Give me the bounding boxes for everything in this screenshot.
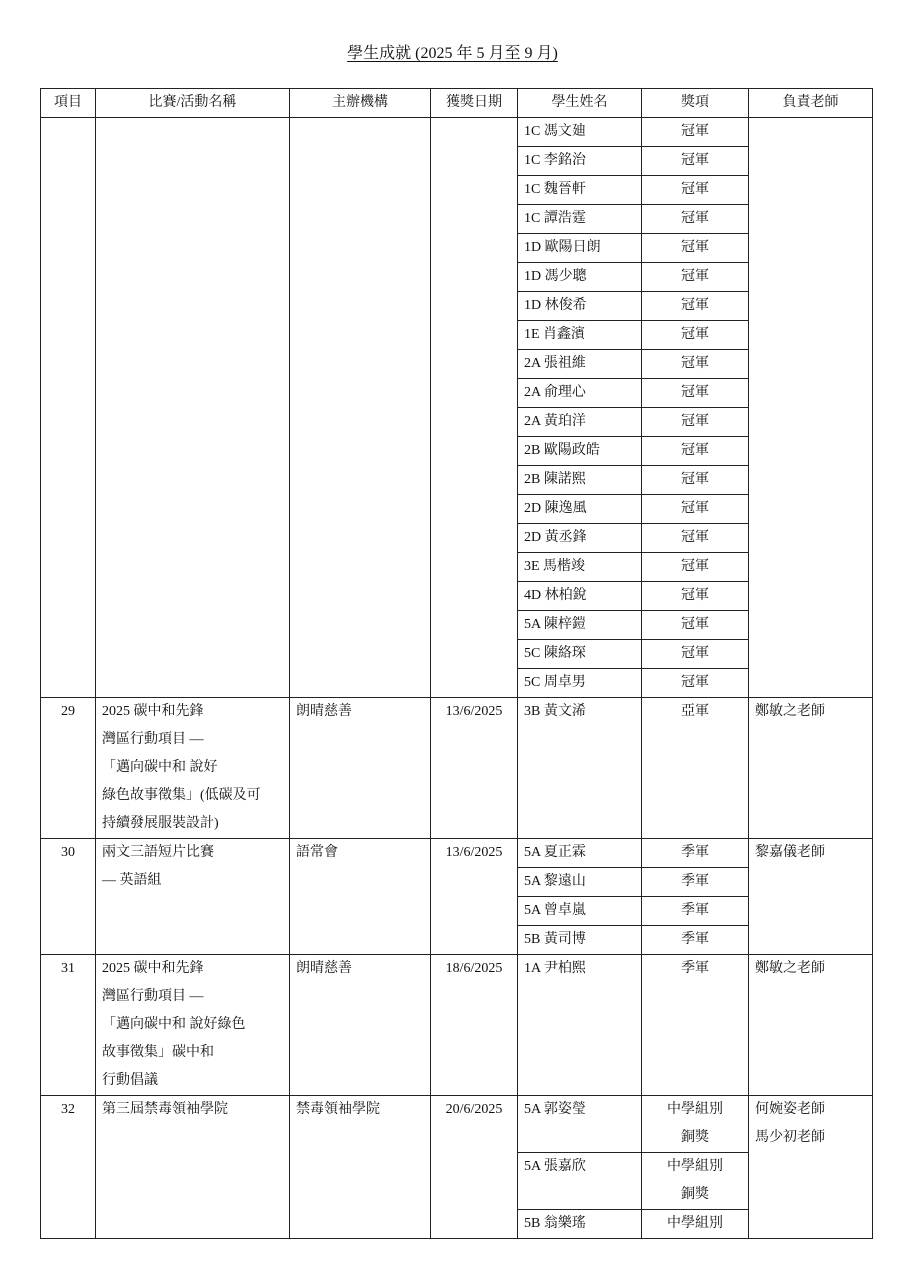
student-name-cell: 5A 張嘉欣 [518, 1153, 642, 1210]
date-cell: 13/6/2025 [431, 839, 518, 955]
award-cell: 冠軍 [642, 611, 749, 640]
item-cell: 32 [41, 1096, 96, 1239]
header-award: 獎項 [642, 89, 749, 118]
item-cell: 30 [41, 839, 96, 955]
student-name-cell: 5B 翁樂瑤 [518, 1210, 642, 1239]
award-cell: 冠軍 [642, 234, 749, 263]
award-cell: 冠軍 [642, 350, 749, 379]
award-cell: 冠軍 [642, 147, 749, 176]
student-name-cell: 2A 張祖維 [518, 350, 642, 379]
event-cell: 2025 碳中和先鋒 灣區行動項目 — 「邁向碳中和 說好 綠色故事徵集」(低碳及可 持續發展服裝設計) [96, 698, 290, 839]
organizer-cell: 朗晴慈善 [290, 955, 431, 1096]
award-cell: 冠軍 [642, 263, 749, 292]
event-cell: 2025 碳中和先鋒 灣區行動項目 — 「邁向碳中和 說好綠色 故事徵集」碳中和 行動倡議 [96, 955, 290, 1096]
student-name-cell: 1D 歐陽日朗 [518, 234, 642, 263]
organizer-cell: 禁毒領袖學院 [290, 1096, 431, 1239]
student-name-cell: 2D 陳逸風 [518, 495, 642, 524]
student-name-cell: 1D 林俊希 [518, 292, 642, 321]
student-name-cell: 1C 李銘治 [518, 147, 642, 176]
award-cell: 冠軍 [642, 466, 749, 495]
student-name-cell: 1C 馮文廸 [518, 118, 642, 147]
table-row [41, 955, 873, 1096]
award-cell: 冠軍 [642, 437, 749, 466]
student-name-cell: 5A 郭姿瑩 [518, 1096, 642, 1153]
award-cell: 冠軍 [642, 640, 749, 669]
teacher-cell: 鄭敏之老師 [749, 698, 873, 839]
award-cell: 冠軍 [642, 292, 749, 321]
teacher-cell: 鄭敏之老師 [749, 955, 873, 1096]
teacher-cell: 何婉姿老師 馬少初老師 [749, 1096, 873, 1239]
awards-table [40, 88, 873, 1239]
award-cell: 季軍 [642, 926, 749, 955]
date-cell: 13/6/2025 [431, 698, 518, 839]
date-cell: 18/6/2025 [431, 955, 518, 1096]
student-name-cell: 5A 陳梓鎧 [518, 611, 642, 640]
award-cell: 季軍 [642, 955, 749, 1096]
award-cell: 冠軍 [642, 176, 749, 205]
date-cell: 20/6/2025 [431, 1096, 518, 1239]
event-cell: 第三屆禁毒領袖學院 [96, 1096, 290, 1239]
header-teacher: 負責老師 [749, 89, 873, 118]
header-row [41, 89, 873, 118]
student-name-cell: 5C 陳絡琛 [518, 640, 642, 669]
student-name-cell: 1D 馮少聰 [518, 263, 642, 292]
student-name-cell: 2D 黃丞鋒 [518, 524, 642, 553]
table-row [41, 698, 873, 839]
page-title: 學生成就 (2025 年 5 月至 9 月) [347, 45, 558, 62]
table-row [41, 118, 873, 147]
item-cell: 29 [41, 698, 96, 839]
table-row [41, 839, 873, 868]
award-cell: 季軍 [642, 897, 749, 926]
student-name-cell: 3E 馬楷竣 [518, 553, 642, 582]
header-event: 比賽/活動名稱 [96, 89, 290, 118]
award-cell: 冠軍 [642, 379, 749, 408]
student-name-cell: 1E 肖鑫濱 [518, 321, 642, 350]
event-cell: 兩文三語短片比賽 — 英語組 [96, 839, 290, 955]
date-cell [431, 118, 518, 698]
award-cell: 冠軍 [642, 205, 749, 234]
award-cell: 冠軍 [642, 582, 749, 611]
organizer-cell [290, 118, 431, 698]
student-name-cell: 4D 林柏銳 [518, 582, 642, 611]
student-name-cell: 1A 尹柏熙 [518, 955, 642, 1096]
header-student: 學生姓名 [518, 89, 642, 118]
award-cell: 冠軍 [642, 495, 749, 524]
table-row [41, 1096, 873, 1153]
student-name-cell: 1C 譚浩霆 [518, 205, 642, 234]
organizer-cell: 語常會 [290, 839, 431, 955]
award-cell: 冠軍 [642, 524, 749, 553]
award-cell: 中學組別 [642, 1210, 749, 1239]
student-name-cell: 5A 黎遠山 [518, 868, 642, 897]
award-cell: 冠軍 [642, 321, 749, 350]
item-cell: 31 [41, 955, 96, 1096]
student-name-cell: 5A 夏正霖 [518, 839, 642, 868]
award-cell: 亞軍 [642, 698, 749, 839]
teacher-cell: 黎嘉儀老師 [749, 839, 873, 955]
student-name-cell: 1C 魏晉軒 [518, 176, 642, 205]
student-name-cell: 2B 歐陽政皓 [518, 437, 642, 466]
header-organizer: 主辦機構 [290, 89, 431, 118]
award-cell: 中學組別 銅獎 [642, 1153, 749, 1210]
award-cell: 冠軍 [642, 118, 749, 147]
student-name-cell: 2B 陳諾熙 [518, 466, 642, 495]
student-name-cell: 5A 曾卓嵐 [518, 897, 642, 926]
organizer-cell: 朗晴慈善 [290, 698, 431, 839]
header-date: 獲獎日期 [431, 89, 518, 118]
student-name-cell: 3B 黃文浠 [518, 698, 642, 839]
award-cell: 冠軍 [642, 553, 749, 582]
award-cell: 冠軍 [642, 408, 749, 437]
teacher-cell [749, 118, 873, 698]
student-name-cell: 5C 周卓男 [518, 669, 642, 698]
header-item: 項目 [41, 89, 96, 118]
award-cell: 季軍 [642, 839, 749, 868]
award-cell: 季軍 [642, 868, 749, 897]
student-name-cell: 2A 俞理心 [518, 379, 642, 408]
table-body [41, 118, 873, 1239]
event-cell [96, 118, 290, 698]
award-cell: 冠軍 [642, 669, 749, 698]
student-name-cell: 2A 黃珀洋 [518, 408, 642, 437]
item-cell [41, 118, 96, 698]
award-cell: 中學組別 銅獎 [642, 1096, 749, 1153]
student-name-cell: 5B 黃司博 [518, 926, 642, 955]
